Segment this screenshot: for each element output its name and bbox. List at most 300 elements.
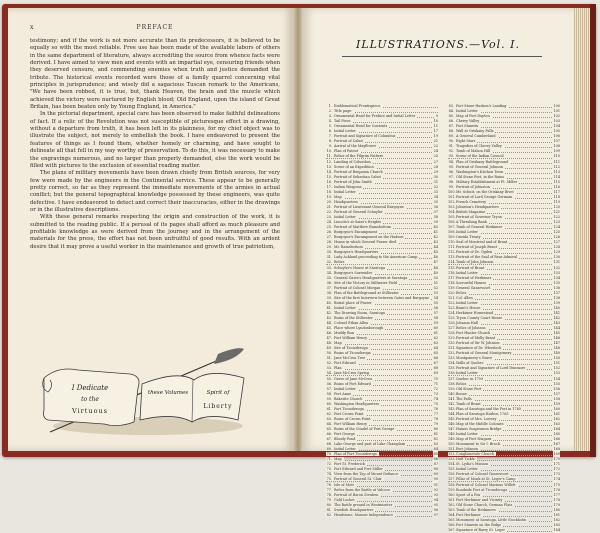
entry-number: 17. bbox=[326, 184, 332, 189]
entry-title: Tail Piece bbox=[334, 119, 351, 124]
entry-title: Boone bbox=[456, 391, 467, 396]
entry-title: Map of Fort Niagara bbox=[456, 437, 492, 442]
entry-title: Ruins of the Citadel of Fort George bbox=[334, 427, 395, 431]
entry-page: 59 bbox=[433, 321, 438, 326]
entry-title: Tomb of Brant bbox=[456, 401, 481, 406]
entry-number: 147. bbox=[448, 427, 456, 431]
illustration-entry bbox=[448, 528, 560, 533]
entry-title: Monument at Saratoga, Little Stockholm bbox=[456, 517, 527, 522]
page-number: x bbox=[30, 24, 35, 31]
entry-title: Fort Stanwix bbox=[456, 124, 479, 129]
entry-number: 44. bbox=[326, 321, 332, 326]
entry-title: Half Tickle bbox=[456, 457, 475, 462]
entry-number: 80. bbox=[326, 502, 332, 507]
entry-number: 86. bbox=[448, 119, 454, 124]
entry-title: Mr. Ramsbottom bbox=[334, 245, 363, 250]
entry-number: 60. bbox=[326, 401, 332, 406]
entry-page: 78 bbox=[433, 416, 438, 421]
entry-page: 128 bbox=[553, 245, 560, 250]
entry-title: Military Establishment at Ft. Miller bbox=[456, 179, 518, 184]
entry-number: 156. bbox=[448, 472, 456, 477]
entry-number: 155. bbox=[448, 467, 456, 472]
entry-page: 39 bbox=[433, 220, 438, 225]
entry-number: 67. bbox=[326, 437, 332, 442]
entry-page: 149 bbox=[553, 351, 560, 356]
illustrations-column-2 bbox=[448, 104, 560, 533]
entry-number: 165. bbox=[448, 517, 456, 522]
entry-number: 15. bbox=[326, 174, 332, 179]
entry-title: Johnston's Headquarters bbox=[456, 204, 499, 209]
entry-number: 3. bbox=[328, 114, 332, 119]
entry-page: 163 bbox=[553, 421, 560, 426]
entry-number: 5. bbox=[328, 124, 332, 129]
entry-number: 98. bbox=[448, 179, 454, 184]
entry-number: 101. bbox=[448, 194, 456, 199]
entry-page: 157 bbox=[553, 391, 560, 396]
entry-title: Burial place of Frazer bbox=[334, 300, 372, 305]
entry-title: Initial Letter bbox=[456, 432, 478, 437]
entry-number: 6. bbox=[328, 129, 332, 134]
entry-title: Relics bbox=[456, 381, 467, 386]
entry-page: 165 bbox=[553, 432, 560, 437]
entry-number: 77. bbox=[326, 487, 332, 492]
entry-title: Quebec in 1759 bbox=[456, 376, 484, 381]
entry-page: 115 bbox=[553, 179, 560, 184]
entry-title: Old Stone Fort, in the Ruins bbox=[456, 174, 505, 179]
entry-title: Ruins of Fort Edward bbox=[334, 381, 371, 386]
entry-title: Brant's House bbox=[456, 305, 481, 310]
entry-page: 184 bbox=[553, 527, 560, 532]
entry-page: 105 bbox=[553, 129, 560, 134]
entry-title: Portrait of Governor Tryon bbox=[456, 215, 502, 220]
entry-page: 76 bbox=[433, 406, 438, 411]
entry-number: 50. bbox=[326, 351, 332, 356]
entry-number: 53. bbox=[326, 366, 332, 371]
entry-number: 134. bbox=[448, 361, 456, 366]
entry-page: 168 bbox=[553, 447, 560, 452]
entry-page: 51 bbox=[433, 280, 438, 285]
cover-edge bbox=[590, 4, 596, 457]
entry-page: 126 bbox=[553, 235, 560, 240]
entry-page: 153 bbox=[553, 371, 560, 376]
entry-number: 37. bbox=[326, 285, 332, 290]
entry-title: Fort Ticonderoga bbox=[334, 406, 364, 411]
entry-page: 84 bbox=[433, 447, 438, 452]
entry-title: Landing of Columbus bbox=[334, 159, 371, 164]
entry-title: Seal of Montreal and of Brant bbox=[456, 240, 508, 245]
entry-page: 60 bbox=[433, 326, 438, 331]
entry-number: 28. bbox=[326, 240, 332, 245]
entry-page: 117 bbox=[553, 189, 560, 194]
entry-title: Ornamental Head for Contents bbox=[334, 124, 388, 129]
entry-page: 48 bbox=[433, 265, 438, 270]
entry-page: 66 bbox=[433, 356, 438, 361]
entry-title: Sorrowful Homes bbox=[456, 280, 487, 285]
entry-page: 175 bbox=[553, 482, 560, 487]
entry-page: 54 bbox=[433, 295, 438, 300]
entry-page: 49 bbox=[433, 270, 438, 275]
entry-number: 61. bbox=[326, 406, 332, 411]
entry-title: Initial Letter bbox=[334, 215, 356, 220]
book-text-line: Liberty bbox=[203, 403, 233, 410]
entry-title: Initial Letter bbox=[456, 270, 478, 275]
entry-page: 176 bbox=[553, 487, 560, 492]
entry-page: 52 bbox=[433, 285, 438, 290]
entry-number: 131. bbox=[448, 346, 456, 351]
entry-title: Map bbox=[334, 194, 342, 199]
entry-page: 144 bbox=[553, 326, 560, 331]
entry-title: Ruins of Crown Point bbox=[334, 416, 371, 421]
entry-number: 72. bbox=[326, 462, 332, 467]
entry-page: 182 bbox=[553, 517, 560, 522]
entry-title: Initial Letter bbox=[456, 109, 478, 114]
entry-number: 38. bbox=[326, 290, 332, 295]
entry-title: A Threshing Bank bbox=[456, 220, 487, 225]
entry-page: 116 bbox=[553, 184, 560, 189]
entry-number: 167. bbox=[448, 527, 456, 532]
entry-number: 84. bbox=[448, 109, 454, 114]
entry-title: Portrait of Lord George Germain bbox=[456, 194, 513, 199]
entry-title: Fort Edward and Fort Miller bbox=[334, 467, 383, 472]
entry-title: Arrival of the Mayflower bbox=[334, 144, 377, 149]
entry-page: 177 bbox=[553, 492, 560, 497]
entry-title: Title page. bbox=[334, 109, 353, 114]
entry-number: 144. bbox=[448, 411, 456, 416]
entry-number: 99. bbox=[448, 184, 454, 189]
entry-number: 104. bbox=[448, 209, 456, 214]
entry-title: Washington Headquarters bbox=[334, 401, 380, 406]
entry-title: French Cemetery bbox=[456, 199, 487, 204]
entry-page: 160 bbox=[553, 406, 560, 411]
entry-title: Washington's Kitchen Town bbox=[456, 169, 504, 174]
entry-page: 118 bbox=[553, 194, 560, 199]
entry-page: 30 bbox=[433, 174, 438, 179]
entry-title: Fort Herkimer bbox=[456, 512, 481, 517]
entry-number: 95. bbox=[448, 164, 454, 169]
entry-page: 104 bbox=[553, 124, 560, 129]
entry-title: Col. Allen bbox=[456, 295, 473, 300]
entry-number: 81. bbox=[326, 507, 332, 512]
entry-title: Burgoyne's Headquarters bbox=[334, 250, 379, 255]
entry-page: 148 bbox=[553, 346, 560, 351]
entry-page: 86 bbox=[433, 457, 438, 462]
entry-number: 65. bbox=[326, 427, 332, 431]
entry-page: 121 bbox=[553, 209, 560, 214]
entry-page: 154 bbox=[553, 376, 560, 381]
entry-page: 70 bbox=[433, 376, 438, 381]
entry-number: 18. bbox=[326, 189, 332, 194]
entry-page: 41 bbox=[433, 230, 438, 235]
entry-title: Lake George and part of Lake Champlain bbox=[334, 442, 406, 447]
entry-title: Isle of Mott bbox=[334, 482, 354, 487]
entry-page: 100 bbox=[553, 104, 560, 108]
entry-page: 79 bbox=[433, 421, 438, 426]
entry-page: 166 bbox=[553, 437, 560, 442]
entry-number: 111. bbox=[448, 245, 456, 250]
entry-page: 155 bbox=[553, 381, 560, 386]
entry-page: 180 bbox=[553, 507, 560, 512]
entry-title: Monument to Sir I. Brock bbox=[456, 442, 500, 447]
entry-number: 114. bbox=[448, 260, 456, 265]
preface-text bbox=[30, 38, 280, 251]
entry-number: 57. bbox=[326, 386, 332, 391]
entry-page: 156 bbox=[553, 386, 560, 391]
entry-title: Portrait of General Johnson bbox=[456, 164, 504, 169]
entry-number: 19. bbox=[326, 194, 332, 199]
entry-page: 159 bbox=[553, 401, 560, 406]
entry-number: 158. bbox=[448, 482, 456, 487]
entry-number: 118. bbox=[448, 280, 456, 285]
entry-title: Plan of the Battleground at Stillwater bbox=[334, 290, 399, 295]
entry-title: Tragedies of Cherry Valley bbox=[456, 144, 502, 149]
entry-page: 172 bbox=[553, 467, 560, 472]
entry-page: 68 bbox=[433, 366, 438, 371]
entry-title: Initial Letter bbox=[334, 386, 356, 391]
entry-title: Burgoyne's Surrender bbox=[334, 270, 373, 275]
entry-page: 29 bbox=[433, 169, 438, 174]
entry-page: 183 bbox=[553, 522, 560, 527]
entry-page: 151 bbox=[553, 361, 560, 366]
entry-number: 130. bbox=[448, 341, 456, 346]
entry-number: 34. bbox=[326, 270, 332, 275]
entry-title: Portrait of Joseph Brant bbox=[456, 245, 497, 250]
entry-title: Ornamental Head for Preface and Initial Letter bbox=[334, 114, 416, 119]
entry-title: Scene of an Expedition bbox=[334, 164, 374, 169]
entry-number: 160. bbox=[448, 492, 456, 497]
entry-number: 58. bbox=[326, 391, 332, 396]
entry-number: 70. bbox=[326, 452, 332, 457]
entry-title: Map of the Middle Colonies bbox=[456, 421, 504, 426]
entry-title: Fort Hunter Church bbox=[456, 331, 491, 336]
entry-page: 73 bbox=[433, 391, 438, 396]
entry-page: 75 bbox=[433, 401, 438, 406]
entry-page: 161 bbox=[553, 411, 560, 416]
entry-number: 83. bbox=[448, 104, 454, 108]
scroll-text-line: I Dedicate bbox=[71, 384, 109, 392]
entry-title: Portrait of John Smith bbox=[334, 179, 372, 184]
entry-number: 71. bbox=[326, 457, 332, 462]
entry-title: Portrait of Sir W. Johnson bbox=[456, 341, 500, 346]
entry-title: Portrait of Benjamin Church bbox=[334, 169, 383, 174]
entry-title: Relics of the Pilgrim Fathers bbox=[334, 154, 384, 159]
entry-number: 14. bbox=[326, 169, 332, 174]
entry-page: 36 bbox=[433, 204, 438, 209]
entry-page: 174 bbox=[553, 477, 560, 482]
entry-page: 57 bbox=[433, 310, 438, 315]
entry-page: 25 bbox=[433, 154, 438, 159]
entry-title: Tomb of John Johnson bbox=[456, 260, 494, 265]
entry-title: Haines Suspension Bridge bbox=[456, 427, 502, 431]
entry-page: 82 bbox=[433, 437, 438, 442]
entry-page: 91 bbox=[433, 482, 438, 487]
entry-page: 122 bbox=[553, 215, 560, 220]
entry-title: Bakerite Church bbox=[334, 396, 363, 401]
entry-number: 109. bbox=[448, 235, 456, 240]
entry-number: 75. bbox=[326, 477, 332, 482]
entry-page: 125 bbox=[553, 230, 560, 235]
entry-number: 9. bbox=[328, 144, 332, 149]
entry-title: Map bbox=[334, 341, 342, 346]
entry-page: 28 bbox=[433, 164, 438, 169]
entry-number: 87. bbox=[448, 124, 454, 129]
entry-page: 21 bbox=[433, 139, 438, 144]
entry-page: 146 bbox=[553, 336, 560, 341]
entry-page: 35 bbox=[433, 199, 438, 204]
entry-page: 123 bbox=[553, 220, 560, 225]
entry-number: 100. bbox=[448, 189, 456, 194]
entry-page: 53 bbox=[433, 290, 438, 295]
entry-number: 126. bbox=[448, 321, 456, 326]
entry-title: General Gansevoort bbox=[456, 285, 491, 290]
running-head-title: PREFACE bbox=[136, 24, 174, 31]
entry-page: 40 bbox=[433, 225, 438, 230]
entry-number: 124. bbox=[448, 310, 456, 315]
entry-title: Portrait of General St. Clair bbox=[334, 477, 382, 482]
entry-number: 76. bbox=[326, 482, 332, 487]
entry-page: 139 bbox=[553, 300, 560, 305]
entry-title: View from the Top of Mount Defiance bbox=[334, 472, 399, 477]
entry-number: 141. bbox=[448, 396, 456, 401]
entry-title: Portrait of the Seal of Rear Admiral bbox=[456, 255, 518, 260]
entry-number: 46. bbox=[326, 331, 332, 336]
entry-title: Relics bbox=[334, 260, 345, 265]
entry-title: Fort Crown Point bbox=[334, 411, 364, 416]
entry-number: 107. bbox=[448, 225, 456, 230]
entry-number: 82. bbox=[326, 512, 332, 517]
entry-page: 34 bbox=[433, 194, 438, 199]
entry-title: Fort William Henry bbox=[334, 421, 368, 426]
entry-number: 117. bbox=[448, 275, 456, 280]
entry-page: 56 bbox=[433, 305, 438, 310]
entry-title: Gold Locket bbox=[334, 497, 355, 502]
entry-number: 63. bbox=[326, 416, 332, 421]
page-edges bbox=[574, 8, 590, 451]
entry-page: 137 bbox=[553, 290, 560, 295]
entry-title: Portrait of Herkimer bbox=[456, 275, 492, 280]
entry-title: Wall at Oriskany Falls bbox=[456, 129, 494, 134]
entry-page: 114 bbox=[553, 174, 560, 179]
entry-number: 88. bbox=[448, 129, 454, 134]
entry-page: 27 bbox=[433, 159, 438, 164]
entry-title: Sport of a Fox bbox=[456, 492, 481, 497]
illustrations-title: ILLUSTRATIONS.—Vol. I. bbox=[356, 38, 520, 51]
entry-number: 135. bbox=[448, 366, 456, 371]
entry-title: Portrait of Colonel Marinus Willett bbox=[456, 482, 516, 487]
entry-title: Site of the Victory in Stillwater Field bbox=[334, 280, 398, 285]
entry-title: Relics from the Battle at Valcour bbox=[334, 487, 391, 492]
entry-title: Pillar of Monk at St. Leger's Camp bbox=[456, 477, 516, 482]
entry-page: 89 bbox=[433, 472, 438, 477]
entry-title: Initial Letter bbox=[334, 447, 356, 452]
entry-page: 74 bbox=[433, 396, 438, 401]
entry-title: Burgoyne's Encampment on the Hudson bbox=[334, 235, 404, 240]
entry-number: 33. bbox=[326, 265, 332, 270]
entry-number: 137. bbox=[448, 376, 456, 381]
paragraph: testimony; and if the work is not more accurate than its predecessors, it is believed to be equally so with the most reliable. Free use has been made of the available labors of others in the same department of literature, always accrediting the source from whence facts were derived. I have aimed to view men and events with an impartial eye, censuring friends when they deserved censure, and commending enemies when truth and justice demanded the tribute. The historical events recorded were those of a family quarrel concerning vital principles in jurisprudence; and wisely did a sagacious Tuscan remark to the Americans, "We have been robbed, it is true, but, thank Heaven, the brain and the muscle which achieved the victory were nurtured by English blood; Old England, upon the island of Great Britain, has been beaten only by Young England, in America." bbox=[30, 38, 280, 111]
entry-number: 164. bbox=[448, 512, 456, 517]
entry-number: 1. bbox=[328, 104, 332, 108]
entry-page: 38 bbox=[433, 215, 438, 220]
open-book bbox=[2, 4, 596, 532]
entry-title: Portrait of Colonel Gansevoort bbox=[456, 472, 509, 477]
entry-number: 42. bbox=[326, 310, 332, 315]
entry-page: 80 bbox=[433, 427, 438, 431]
entry-title: Mr. Schutt, on the Oriskany River bbox=[456, 189, 514, 194]
entry-number: 123. bbox=[448, 305, 456, 310]
entry-page: 42 bbox=[433, 235, 438, 240]
entry-page: 119 bbox=[553, 199, 560, 204]
entry-title: Indian Weapons bbox=[334, 184, 362, 189]
entry-number: 52. bbox=[326, 361, 332, 366]
entry-page: 77 bbox=[433, 411, 438, 416]
entry-title: Plan of Saratoga Harbor, 1765 bbox=[456, 411, 509, 416]
entry-number: 54. bbox=[326, 371, 332, 376]
entry-number: 7. bbox=[328, 134, 332, 139]
entry-page: 43 bbox=[433, 240, 438, 245]
entry-number: 96. bbox=[448, 169, 454, 174]
entry-page: 94 bbox=[433, 497, 438, 502]
entry-page: 141 bbox=[553, 310, 560, 315]
entry-title: Fort George bbox=[334, 432, 355, 437]
entry-number: 92. bbox=[448, 149, 454, 154]
entry-page: 71 bbox=[433, 381, 438, 386]
illustration-entry bbox=[326, 513, 438, 518]
entry-number: 24. bbox=[326, 220, 332, 225]
entry-number: 59. bbox=[326, 396, 332, 401]
entry-number: 113. bbox=[448, 255, 456, 260]
entry-title: Tryon County Court House bbox=[456, 315, 503, 320]
entry-number: 2. bbox=[328, 109, 332, 114]
entry-page: 65 bbox=[433, 351, 438, 356]
entry-title: Fort Johnson bbox=[456, 447, 479, 452]
entry-title: Fort St. Frederick bbox=[334, 462, 365, 467]
entry-title: St. Lydia's Mission bbox=[456, 462, 489, 467]
scroll-text-line: Virtuous bbox=[72, 407, 108, 415]
paragraph: The plans of military movements have been drawn chiefly from British sources, for very few were made by the engineers in the Continental service. These appear to be generally pretty correct, so far as they represent the immediate movements of the armies in actual conflict; but the general topographical knowledge possessed by these engineers, was quite defective. I have endeavored to detect and correct their inaccuracies, either in the drawings or in the illustrative descriptions. bbox=[30, 170, 280, 213]
entry-page: 64 bbox=[433, 346, 438, 351]
entry-number: 108. bbox=[448, 230, 456, 235]
entry-number: 66. bbox=[326, 432, 332, 437]
entry-number: 161. bbox=[448, 497, 456, 502]
entry-page: 181 bbox=[553, 512, 560, 517]
entry-title: Portrait of Matthew Ramsbottom bbox=[334, 225, 391, 230]
entry-page: 69 bbox=[433, 371, 438, 376]
entry-title: Initial Letter bbox=[456, 467, 478, 472]
entry-title: Portrait of Mrs. Lowery bbox=[456, 416, 497, 421]
entry-title: Portrait of Sebastian Cabot bbox=[334, 174, 381, 179]
entry-number: 139. bbox=[448, 386, 456, 391]
entry-title: Bloody Pond bbox=[334, 437, 356, 442]
entry-title: Portrait of Baron Steuben bbox=[334, 492, 379, 497]
entry-title: Fort Edward bbox=[334, 361, 356, 366]
entry-title: Walls of Quebec bbox=[456, 361, 484, 366]
entry-number: 78. bbox=[326, 492, 332, 497]
entry-title: Plan of Patent bbox=[334, 149, 359, 154]
entry-title: Fort William Henry bbox=[334, 336, 368, 341]
entry-page: 110 bbox=[553, 154, 560, 159]
entry-page: 113 bbox=[553, 169, 560, 174]
entry-page: 169 bbox=[553, 452, 560, 457]
entry-title: Plan of Oriskany Battleground bbox=[456, 159, 509, 164]
entry-page: 88 bbox=[433, 467, 438, 472]
entry-number: 13. bbox=[326, 164, 332, 169]
entry-title: Fort Anne bbox=[334, 391, 352, 396]
entry-page: 171 bbox=[553, 462, 560, 467]
entry-page: 135 bbox=[553, 280, 560, 285]
entry-title: Jane McCrea Tree bbox=[334, 356, 366, 361]
entry-title: Colonel Ethan Allen bbox=[334, 321, 369, 326]
entry-number: 47. bbox=[326, 336, 332, 341]
